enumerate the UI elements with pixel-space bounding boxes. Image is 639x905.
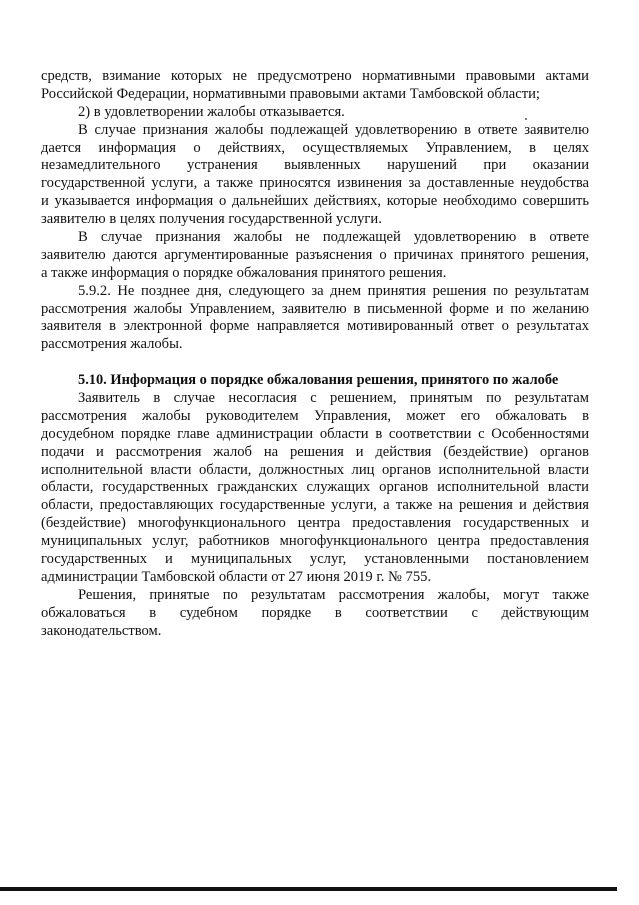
paragraph-gap xyxy=(41,354,589,372)
text-line: Решения, принятые по результатам рассмотрения жалобы, могут также xyxy=(78,586,589,603)
text-line: исполнительной власти области, должностных лиц органов исполнительной власти xyxy=(41,461,589,478)
text-line: 5.9.2. Не позднее дня, следующего за днем принятия решения по результатам xyxy=(78,282,589,299)
section-heading: 5.10. Информация о порядке обжалования решения, принятого по жалобе xyxy=(78,372,559,389)
text-line: муниципальных услуг, работников многофункционального центра предоставления xyxy=(41,533,589,550)
text-line: заявителю даются аргументированные разъяснения о причинах принятого решения, xyxy=(41,246,589,263)
text-line: а также информация о порядке обжалования принятого решения. xyxy=(41,264,447,281)
text-line: заявителю в целях получения государственной услуги. xyxy=(41,211,382,228)
text-line: Заявитель в случае несогласия с решением, принятым по результатам xyxy=(78,390,589,407)
bottom-rule xyxy=(0,887,617,891)
text-line: заявителя в электронной форме направляется мотивированный ответ о результатах xyxy=(41,318,589,335)
text-line: (бездействие) многофункционального центра предоставления государственных и xyxy=(41,515,589,532)
text-line: и указывается информация о дальнейших действиях, которые необходимо совершить xyxy=(41,193,589,210)
text-line: администрации Тамбовской области от 27 июня 2019 г. № 755. xyxy=(41,568,432,585)
text-line: государственных и муниципальных услуг, установленными постановлением xyxy=(41,551,589,568)
text-line: рассмотрения жалобы. xyxy=(41,336,183,353)
text-line: рассмотрения жалобы Управлением, заявителю в письменной форме и по желанию xyxy=(41,300,589,317)
text-line: области, предоставляющих государственные услуги, а также на решения и действия xyxy=(41,497,589,514)
text-line: досудебном порядке главе администрации области в соответствии с Особенностями xyxy=(41,425,589,442)
text-line: В случае признания жалобы не подлежащей удовлетворению в ответе xyxy=(78,229,589,246)
text-line: рассмотрения жалобы руководителем Управления, может его обжаловать в xyxy=(41,407,589,424)
document-body xyxy=(41,68,589,641)
text-line: 2) в удовлетворении жалобы отказывается. xyxy=(78,103,345,120)
text-line: В случае признания жалобы подлежащей удовлетворению в ответе заявителю xyxy=(78,121,589,138)
text-line: незамедлительного устранения выявленных нарушений при оказании xyxy=(41,157,589,174)
text-line: законодательством. xyxy=(41,622,162,639)
text-line: области, государственных гражданских служащих органов исполнительной власти xyxy=(41,479,589,496)
text-line: обжаловаться в судебном порядке в соответствии с действующим xyxy=(41,604,589,621)
text-line: Российской Федерации, нормативными правовыми актами Тамбовской области; xyxy=(41,85,540,102)
text-line: дается информация о действиях, осуществляемых Управлением, в целях xyxy=(41,139,589,156)
text-line: государственной услуги, а также приносятся извинения за доставленные неудобства xyxy=(41,175,589,192)
text-line: подачи и рассмотрения жалоб на решения и действия (бездействие) органов xyxy=(41,443,589,460)
text-line: средств, взимание которых не предусмотрено нормативными правовыми актами xyxy=(41,68,589,84)
